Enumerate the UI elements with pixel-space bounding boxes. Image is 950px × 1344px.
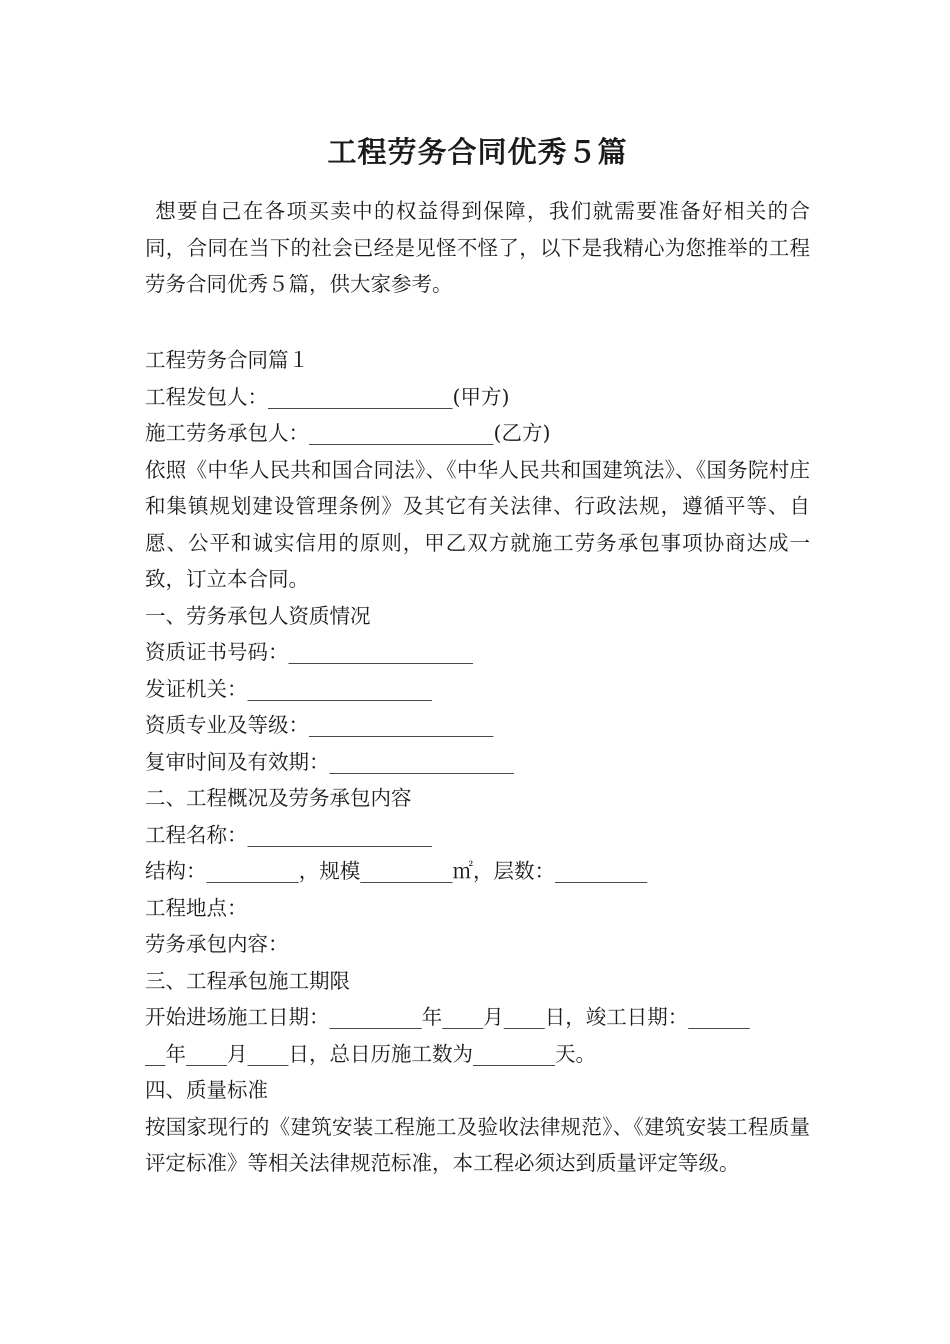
cert-no-line: 资质证书号码：__________________: [145, 640, 473, 664]
specialty-line: 资质专业及等级：__________________: [145, 713, 494, 737]
employer-line: 工程发包人：__________________(甲方): [145, 384, 510, 409]
period-line-2: __年____月____日，总日历施工数为________天。: [145, 1041, 596, 1066]
structure-line: 结构：_________，规模_________㎡，层数：_________: [145, 859, 648, 883]
part1-heading: 一、劳务承包人资质情况: [145, 603, 371, 628]
section-heading: 工程劳务合同篇１: [145, 348, 309, 372]
contract-body: [145, 342, 810, 1182]
intro-paragraph: 想要自己在各项买卖中的权益得到保障，我们就需要准备好相关的合同，合同在当下的社会已经是见怪不怪了，以下是我精心为您推举的工程劳务合同优秀５篇，供大家参考。: [145, 199, 810, 296]
part2-heading: 二、工程概况及劳务承包内容: [145, 786, 412, 810]
document-title: 工程劳务合同优秀５篇: [327, 135, 628, 169]
contractor-line: 施工劳务承包人：__________________(乙方): [145, 421, 551, 445]
period-line-1: 开始进场施工日期：_________年____月____日，竣工日期：______: [145, 1005, 750, 1029]
location-line: 工程地点：: [145, 895, 248, 920]
part4-heading: 四、质量标准: [145, 1078, 268, 1102]
part3-heading: 三、工程承包施工期限: [145, 968, 350, 993]
content-line: 劳务承包内容：: [145, 932, 289, 956]
review-line: 复审时间及有效期：__________________: [145, 749, 514, 774]
issuer-line: 发证机关：__________________: [145, 676, 432, 701]
quality-paragraph: 按国家现行的《建筑安装工程施工及验收法律规范》、《建筑安装工程质量评定标准》等相关法律规范标准，本工程必须达到质量评定等级。: [145, 1114, 810, 1175]
basis-paragraph: 依照《中华人民共和国合同法》、《中华人民共和国建筑法》、《国务院村庄和集镇规划建设管理条例》及其它有关法律、行政法规，遵循平等、自愿、公平和诚实信用的原则，甲乙双方就施工劳务承包事项协商达成一致，订立本合同。: [145, 457, 810, 591]
project-name-line: 工程名称：__________________: [145, 822, 432, 847]
